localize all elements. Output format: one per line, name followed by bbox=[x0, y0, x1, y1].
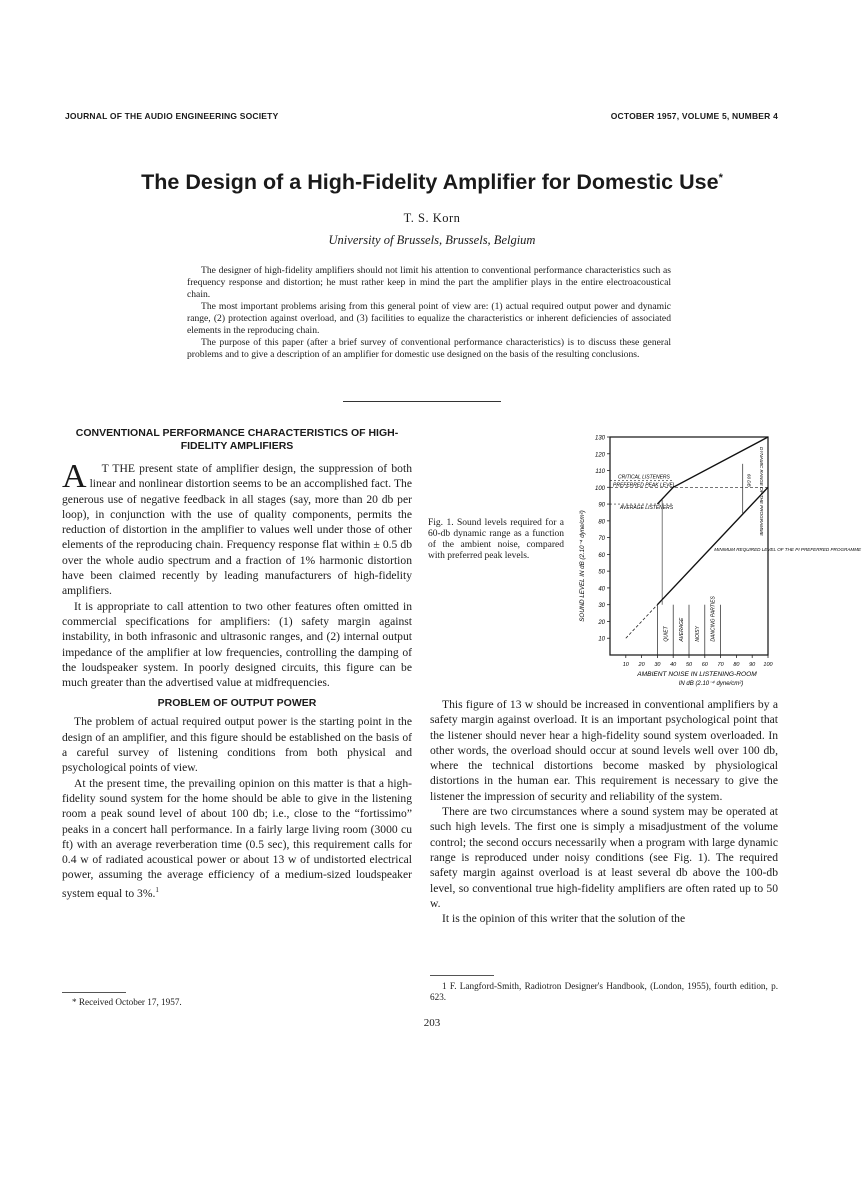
section-divider bbox=[343, 401, 501, 402]
y-tick-label: 110 bbox=[595, 469, 605, 476]
body-paragraph: This figure of 13 w should be increased in conventional amplifiers by a safety margin against overload. It is an important psychological point that the listener should never hear a high-fidelity sound system overloaded. In other words, the overload should occur at sound levels well over 100 db, where the technical distortions become masked by physiological distortions in the human ear. This requirement is necessary to give the listener the impression of security and reliability of the system. bbox=[430, 698, 778, 803]
footnote-rule bbox=[430, 975, 494, 976]
x-tick-label: 90 bbox=[749, 662, 756, 668]
body-paragraph: The problem of actual required output power is the starting point in the design of an amplifier, and this figure should be established on the basis of a careful survey of listening conditions from both physical and psychological points of view. bbox=[62, 715, 412, 775]
page-number: 203 bbox=[423, 1017, 441, 1029]
noise-band-label: NOISY bbox=[694, 626, 701, 642]
series-line-2 bbox=[657, 437, 768, 504]
y-tick-label: 120 bbox=[594, 452, 605, 459]
y-tick-label: 80 bbox=[598, 519, 605, 526]
series-extension bbox=[626, 605, 658, 639]
noise-band-label: DANCING PARTIES bbox=[710, 596, 717, 642]
issue-header: OCTOBER 1957, VOLUME 5, NUMBER 4 bbox=[610, 111, 778, 121]
y-tick-label: 20 bbox=[598, 619, 605, 626]
y-tick-label: 100 bbox=[594, 485, 605, 492]
y-tick-label: 60 bbox=[598, 552, 605, 559]
y-axis-label: SOUND LEVEL IN dB (2.10⁻⁴ dyne/cm²) bbox=[579, 510, 586, 622]
x-tick-label: 80 bbox=[733, 662, 740, 668]
body-paragraph: At the present time, the prevailing opinion on this matter is that a high-fidelity sound system for the home should be able to give in the listening room a peak sound level of about 100 db; i.e., close to the “fortissimo” peaks in a concert hall performance. In a fairly large living room (3000 cu ft) with an average reverberation time (0.5 sec), this requirement calls for 0.4 w of radiated acoustical power or about 13 w of undistorted electrical power, assuming the average efficiency of a medium-sized loudspeaker system equal to 3%.$^1$ bbox=[62, 776, 412, 900]
abstract-paragraph: The most important problems arising from this general point of view are: (1) actual required output power and dynamic range, (2) protection against overload, and (3) facilities to equalize the characteristics or inherent deficiencies of associated elements in the reproducing chain. bbox=[187, 301, 671, 336]
y-tick-label: 70 bbox=[598, 536, 605, 543]
body-paragraph: It is the opinion of this writer that the solution of the bbox=[442, 912, 686, 926]
abstract bbox=[187, 265, 671, 361]
section-heading: PROBLEM OF OUTPUT POWER bbox=[157, 697, 317, 710]
footnote-rule bbox=[62, 992, 126, 993]
y-tick-label: 40 bbox=[598, 586, 605, 593]
noise-band-label: AVERAGE bbox=[679, 617, 686, 642]
y-tick-label: 30 bbox=[598, 603, 605, 610]
annotation-60db: 60 DB bbox=[746, 473, 752, 487]
body-paragraph: AT THE present state of amplifier design, the suppression of both linear and nonlinear distortion seems to be an accomplished fact. The generous use of negative feedback in all stages (say, more than 20 db per loop), in conjunction with the use of quality components, permits the reduction of distortion in the amplifier to values well under those of other elements of the reproducing chain. Frequency response flat within ± 0.5 db over the whole audio spectrum and a fraction of 1% harmonic distortion have been claimed recently by leading manufacturers of high-fidelity amplifiers. bbox=[62, 458, 412, 598]
section-heading: CONVENTIONAL PERFORMANCE CHARACTERISTICS OF HIGH-FIDELITY AMPLIFIERS bbox=[75, 427, 399, 452]
body-paragraph: It is appropriate to call attention to two other features often omitted in commercial specifications for amplifiers: (1) safety margin against instability, in both infrasonic and ultrasonic ranges, and (2) internal output impedance of the amplifier at low frequencies, controlling the damping of the loudspeaker system. In poorly designed circuits, this figure can be much greater than the advertised value at midfrequencies. bbox=[62, 599, 412, 690]
figure-1-chart bbox=[572, 425, 862, 687]
abstract-paragraph: The purpose of this paper (after a brief survey of conventional performance characteristics) is to discuss these general problems and to give a description of an amplifier for domestic use designed on the basis of the resulting conclusions. bbox=[187, 337, 671, 360]
y-tick-label: 130 bbox=[594, 435, 605, 442]
x-tick-label: 50 bbox=[685, 662, 693, 668]
journal-header: JOURNAL OF THE AUDIO ENGINEERING SOCIETY bbox=[65, 111, 279, 121]
affiliation: University of Brussels, Brussels, Belgium bbox=[328, 233, 536, 247]
annotation-preferred-peak: PREFERRED PEAK LEVEL bbox=[613, 482, 676, 489]
left-column bbox=[62, 423, 412, 901]
x-tick-label: 40 bbox=[670, 662, 677, 668]
x-tick-label: 20 bbox=[638, 662, 645, 668]
author: T. S. Korn bbox=[403, 211, 461, 225]
noise-band-label: QUIET bbox=[663, 626, 670, 642]
x-tick-label: 60 bbox=[701, 662, 708, 668]
x-tick-label: 70 bbox=[717, 662, 724, 668]
annotation-critical: CRITICAL LISTENERS bbox=[618, 474, 670, 481]
series-line-1 bbox=[657, 487, 768, 604]
y-tick-label: 50 bbox=[598, 569, 605, 576]
x-tick-label: 10 bbox=[622, 662, 629, 668]
figure-caption: Fig. 1. Sound levels required for a 60-db dynamic range as a function of the ambient noise, compared with preferred peak levels. bbox=[428, 518, 564, 561]
abstract-paragraph: The designer of high-fidelity amplifiers should not limit his attention to conventional performance characteristics such as frequency response and distortion; he must rather keep in mind the part the amplifier plays in the entire electroacoustical chain. bbox=[187, 265, 671, 300]
x-axis-label: AMBIENT NOISE IN LISTENING-ROOM bbox=[637, 671, 757, 678]
annotation-minimum-level: MINIMUM REQUIRED LEVEL OF THE PI PREFERRED PROGRAMME bbox=[714, 547, 862, 553]
annotation-dynamic-range: DYNAMIC RANGE OF THE PROGRAMME bbox=[759, 447, 765, 536]
y-tick-label: 90 bbox=[598, 502, 605, 509]
x-tick-label: 30 bbox=[654, 662, 661, 668]
paper-title: The Design of a High-Fidelity Amplifier for Domestic Use* bbox=[141, 170, 723, 194]
x-axis-label-unit: IN dB (2.10⁻⁴ dyne/cm²) bbox=[678, 681, 744, 687]
x-tick-label: 100 bbox=[763, 662, 773, 668]
footnote-received: * Received October 17, 1957. bbox=[72, 997, 182, 1007]
annotation-average: AVERAGE LISTENERS bbox=[620, 505, 674, 512]
body-paragraph: There are two circumstances where a sound system may be operated at such high levels. The first one is simply a misadjustment of the volume control; the second occurs necessarily when a program with large dynamic range is reproduced under noisy conditions (see Fig. 1). The required safety margin against overload is at least several db above the 100-db level, so conventional true high-fidelity amplifiers are often rated up to 50 w. bbox=[430, 805, 778, 910]
right-column bbox=[430, 697, 778, 926]
footnote-reference: 1 bbox=[155, 885, 159, 894]
title-footnote-mark: * bbox=[718, 171, 723, 184]
y-tick-label: 10 bbox=[598, 636, 605, 643]
footnote-reference-1: 1 F. Langford-Smith, Radiotron Designer's Handbook, (London, 1955), fourth edition, p. 623. bbox=[430, 981, 778, 1002]
